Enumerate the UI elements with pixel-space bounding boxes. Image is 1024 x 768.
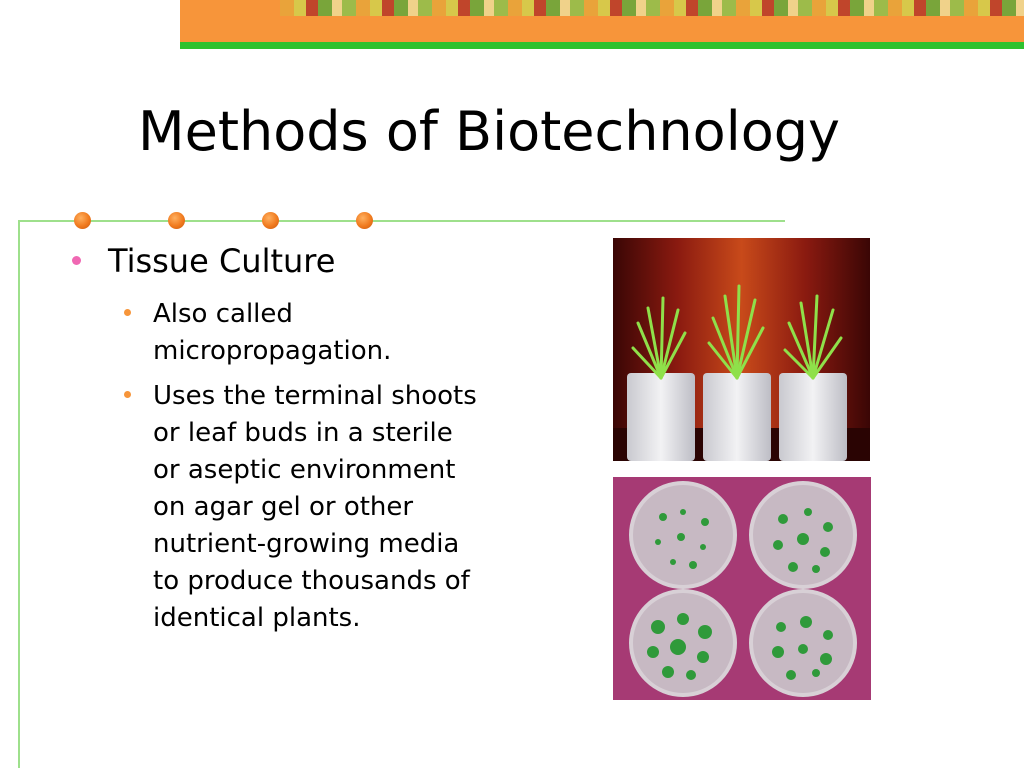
slide-title: Methods of Biotechnology	[138, 100, 840, 163]
header-orange-block	[180, 0, 280, 16]
divider-line-vertical	[18, 220, 20, 768]
petri-dishes-photo	[613, 477, 871, 700]
tissue-culture-tubes-photo	[613, 238, 870, 461]
header-decoration	[180, 0, 1024, 50]
bullet-text: Tissue Culture	[108, 242, 336, 280]
divider-dot	[74, 212, 91, 229]
header-green-line	[180, 42, 1024, 49]
divider-dot	[168, 212, 185, 229]
bullet-marker	[72, 256, 81, 265]
tubes-illustration	[613, 238, 870, 461]
header-flower-strip	[280, 0, 1024, 16]
sub-bullet-text: Uses the terminal shoots or leaf buds in a sterile or aseptic environment on agar gel or other nutrient-growing media to produce thousands of identical plants.	[153, 381, 477, 633]
sub-bullet-marker	[124, 309, 131, 316]
divider-dot	[262, 212, 279, 229]
sub-bullet-marker	[124, 391, 131, 398]
divider-dot	[356, 212, 373, 229]
petri-dishes-illustration	[613, 477, 871, 700]
divider-line-horizontal	[18, 220, 785, 222]
header-orange-band	[180, 16, 1024, 42]
sub-bullet-text: Also called micropropagation.	[153, 299, 392, 366]
